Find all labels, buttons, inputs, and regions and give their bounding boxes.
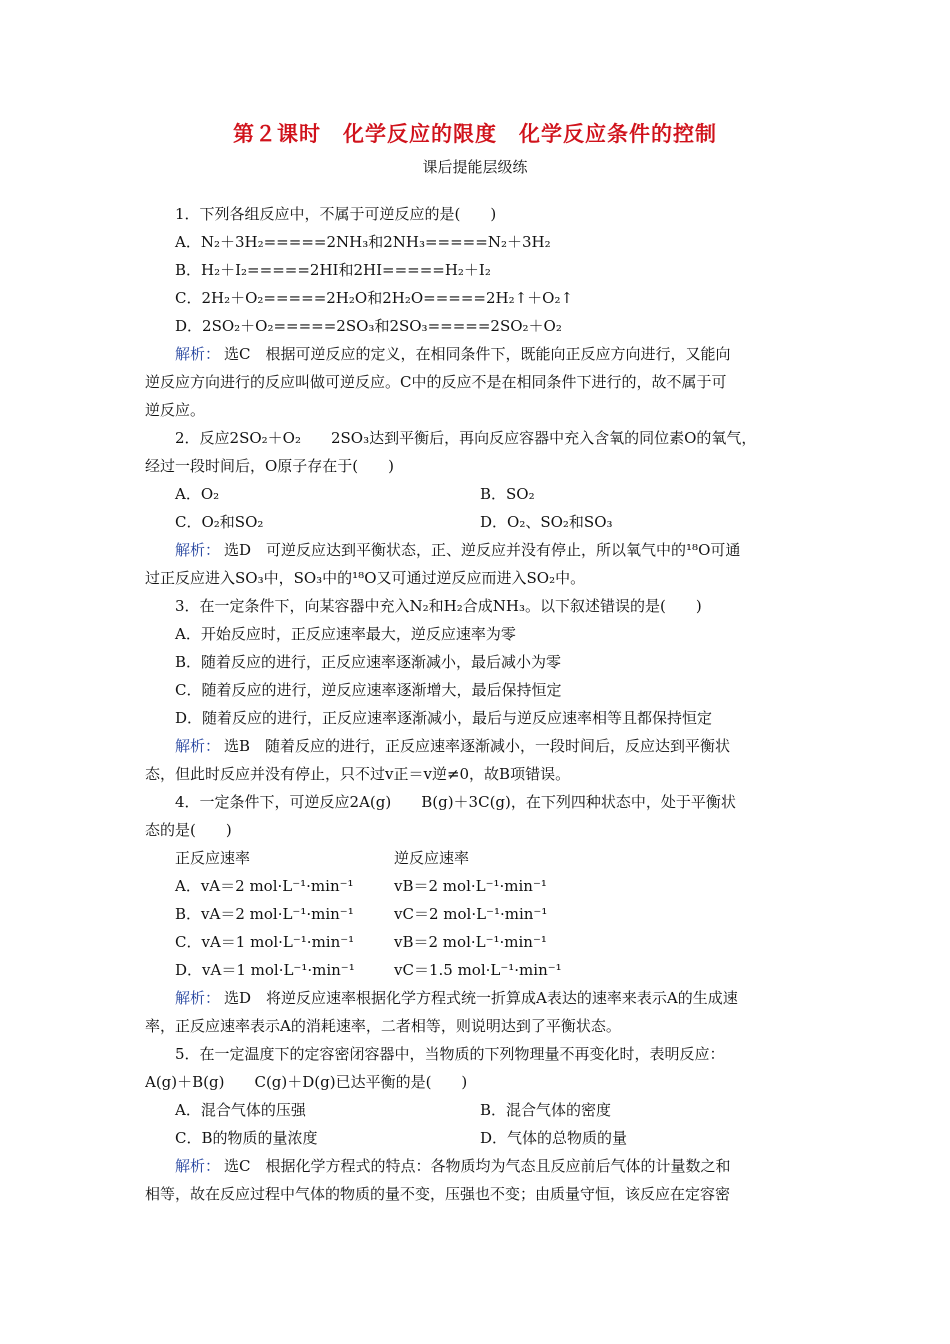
q2-option-a: A．O₂ — [175, 485, 220, 503]
forward-rate: B．vA＝2 mol·L⁻¹·min⁻¹ — [175, 905, 354, 923]
q1-analysis-line — [145, 340, 810, 368]
q3-analysis-line: 态，但此时反应并没有停止，只不过v正＝v逆≠0，故B项错误。 — [145, 765, 571, 783]
q3-analysis-line — [145, 732, 810, 760]
q3-option-c: C．随着反应的进行，逆反应速率逐渐增大，最后保持恒定 — [175, 681, 562, 699]
q4-option-row — [145, 928, 810, 956]
q5-option-c: C．B的物质的量浓度 — [175, 1129, 318, 1147]
q5-analysis-line — [145, 1152, 810, 1180]
forward-rate-header: 正反应速率 — [175, 849, 251, 867]
reverse-rate-header: 逆反应速率 — [394, 849, 470, 867]
q5-options-row — [145, 1124, 810, 1152]
forward-rate: A．vA＝2 mol·L⁻¹·min⁻¹ — [175, 877, 354, 895]
q1-analysis-line: 逆反应。 — [145, 401, 206, 419]
q1-option-d: D．2SO₂＋O₂=====2SO₃和2SO₃=====2SO₂＋O₂ — [175, 317, 562, 335]
q2-option-c: C．O₂和SO₂ — [175, 513, 264, 531]
q4-option-row — [145, 872, 810, 900]
q5-stem: A(g)＋B(g) C(g)＋D(g)已达平衡的是( ) — [145, 1073, 468, 1091]
q2-stem: 2．反应2SO₂＋O₂ 2SO₃达到平衡后，再向反应容器中充入含氧的同位素O的氧气， — [175, 429, 757, 447]
q4-stem: 4．一定条件下，可逆反应2A(g) B(g)＋3C(g)，在下列四种状态中，处于平衡状 — [175, 793, 736, 811]
analysis-text: 选D 将逆反应速率根据化学方程式统一折算成A表达的速率来表示A的生成速 — [224, 989, 738, 1007]
analysis-label: 解析： — [175, 1157, 221, 1175]
analysis-text: 选C 根据化学方程式的特点：各物质均为气态且反应前后气体的计量数之和 — [224, 1157, 731, 1175]
analysis-label: 解析： — [175, 737, 221, 755]
q2-analysis-line — [145, 536, 810, 564]
question-list — [145, 200, 810, 1208]
reverse-rate: vC＝1.5 mol·L⁻¹·min⁻¹ — [394, 961, 562, 979]
q5-option-d: D．气体的总物质的量 — [480, 1129, 628, 1147]
q4-analysis-line — [145, 984, 810, 1012]
analysis-label: 解析： — [175, 989, 221, 1007]
reverse-rate: vC＝2 mol·L⁻¹·min⁻¹ — [394, 905, 548, 923]
analysis-text: 选B 随着反应的进行，正反应速率逐渐减小，一段时间后，反应达到平衡状 — [224, 737, 731, 755]
q4-analysis-line: 率，正反应速率表示A的消耗速率，二者相等，则说明达到了平衡状态。 — [145, 1017, 621, 1035]
q1-option-a: A．N₂＋3H₂=====2NH₃和2NH₃=====N₂＋3H₂ — [175, 233, 551, 251]
q3-option-a: A．开始反应时，正反应速率最大，逆反应速率为零 — [175, 625, 516, 643]
q1-stem: 1．下列各组反应中，不属于可逆反应的是( ) — [175, 205, 497, 223]
q3-option-b: B．随着反应的进行，正反应速率逐渐减小，最后减小为零 — [175, 653, 562, 671]
q2-options-row — [145, 480, 810, 508]
forward-rate: D．vA＝1 mol·L⁻¹·min⁻¹ — [175, 961, 355, 979]
q5-option-b: B．混合气体的密度 — [480, 1101, 612, 1119]
page-subtitle: 课后提能层级练 — [422, 158, 528, 176]
q4-option-row — [145, 900, 810, 928]
analysis-label: 解析： — [175, 541, 221, 559]
q1-option-b: B．H₂＋I₂=====2HI和2HI=====H₂＋I₂ — [175, 261, 491, 279]
q2-analysis-line: 过正反应进入SO₃中，SO₃中的¹⁸O又可通过逆反应而进入SO₂中。 — [145, 569, 586, 587]
analysis-label: 解析： — [175, 345, 221, 363]
q2-options-row — [145, 508, 810, 536]
analysis-text: 选C 根据可逆反应的定义，在相同条件下，既能向正反应方向进行，又能向 — [224, 345, 731, 363]
page-title: 第２课时 化学反应的限度 化学反应条件的控制 — [233, 121, 717, 146]
q3-stem: 3．在一定条件下，向某容器中充入N₂和H₂合成NH₃。以下叙述错误的是( ) — [175, 597, 702, 615]
q4-option-row — [145, 956, 810, 984]
q1-analysis-line: 逆反应方向进行的反应叫做可逆反应。C中的反应不是在相同条件下进行的，故不属于可 — [145, 373, 727, 391]
q3-option-d: D．随着反应的进行，正反应速率逐渐减小，最后与逆反应速率相等且都保持恒定 — [175, 709, 713, 727]
reverse-rate: vB＝2 mol·L⁻¹·min⁻¹ — [394, 933, 547, 951]
reverse-rate: vB＝2 mol·L⁻¹·min⁻¹ — [394, 877, 547, 895]
q5-options-row — [145, 1096, 810, 1124]
q2-option-d: D．O₂、SO₂和SO₃ — [480, 513, 613, 531]
q1-option-c: C．2H₂＋O₂=====2H₂O和2H₂O=====2H₂↑＋O₂↑ — [175, 289, 574, 307]
q2-option-b: B．SO₂ — [480, 485, 535, 503]
q5-option-a: A．混合气体的压强 — [175, 1101, 306, 1119]
q2-stem: 经过一段时间后，O原子存在于( ) — [145, 457, 395, 475]
q4-rate-header — [145, 844, 810, 872]
forward-rate: C．vA＝1 mol·L⁻¹·min⁻¹ — [175, 933, 355, 951]
q5-analysis-line: 相等，故在反应过程中气体的物质的量不变，压强也不变；由质量守恒，该反应在定容密 — [145, 1185, 731, 1203]
q5-stem: 5．在一定温度下的定容密闭容器中，当物质的下列物理量不再变化时，表明反应： — [175, 1045, 725, 1063]
analysis-text: 选D 可逆反应达到平衡状态，正、逆反应并没有停止，所以氧气中的¹⁸O可通 — [224, 541, 741, 559]
q4-stem: 态的是( ) — [145, 821, 232, 839]
